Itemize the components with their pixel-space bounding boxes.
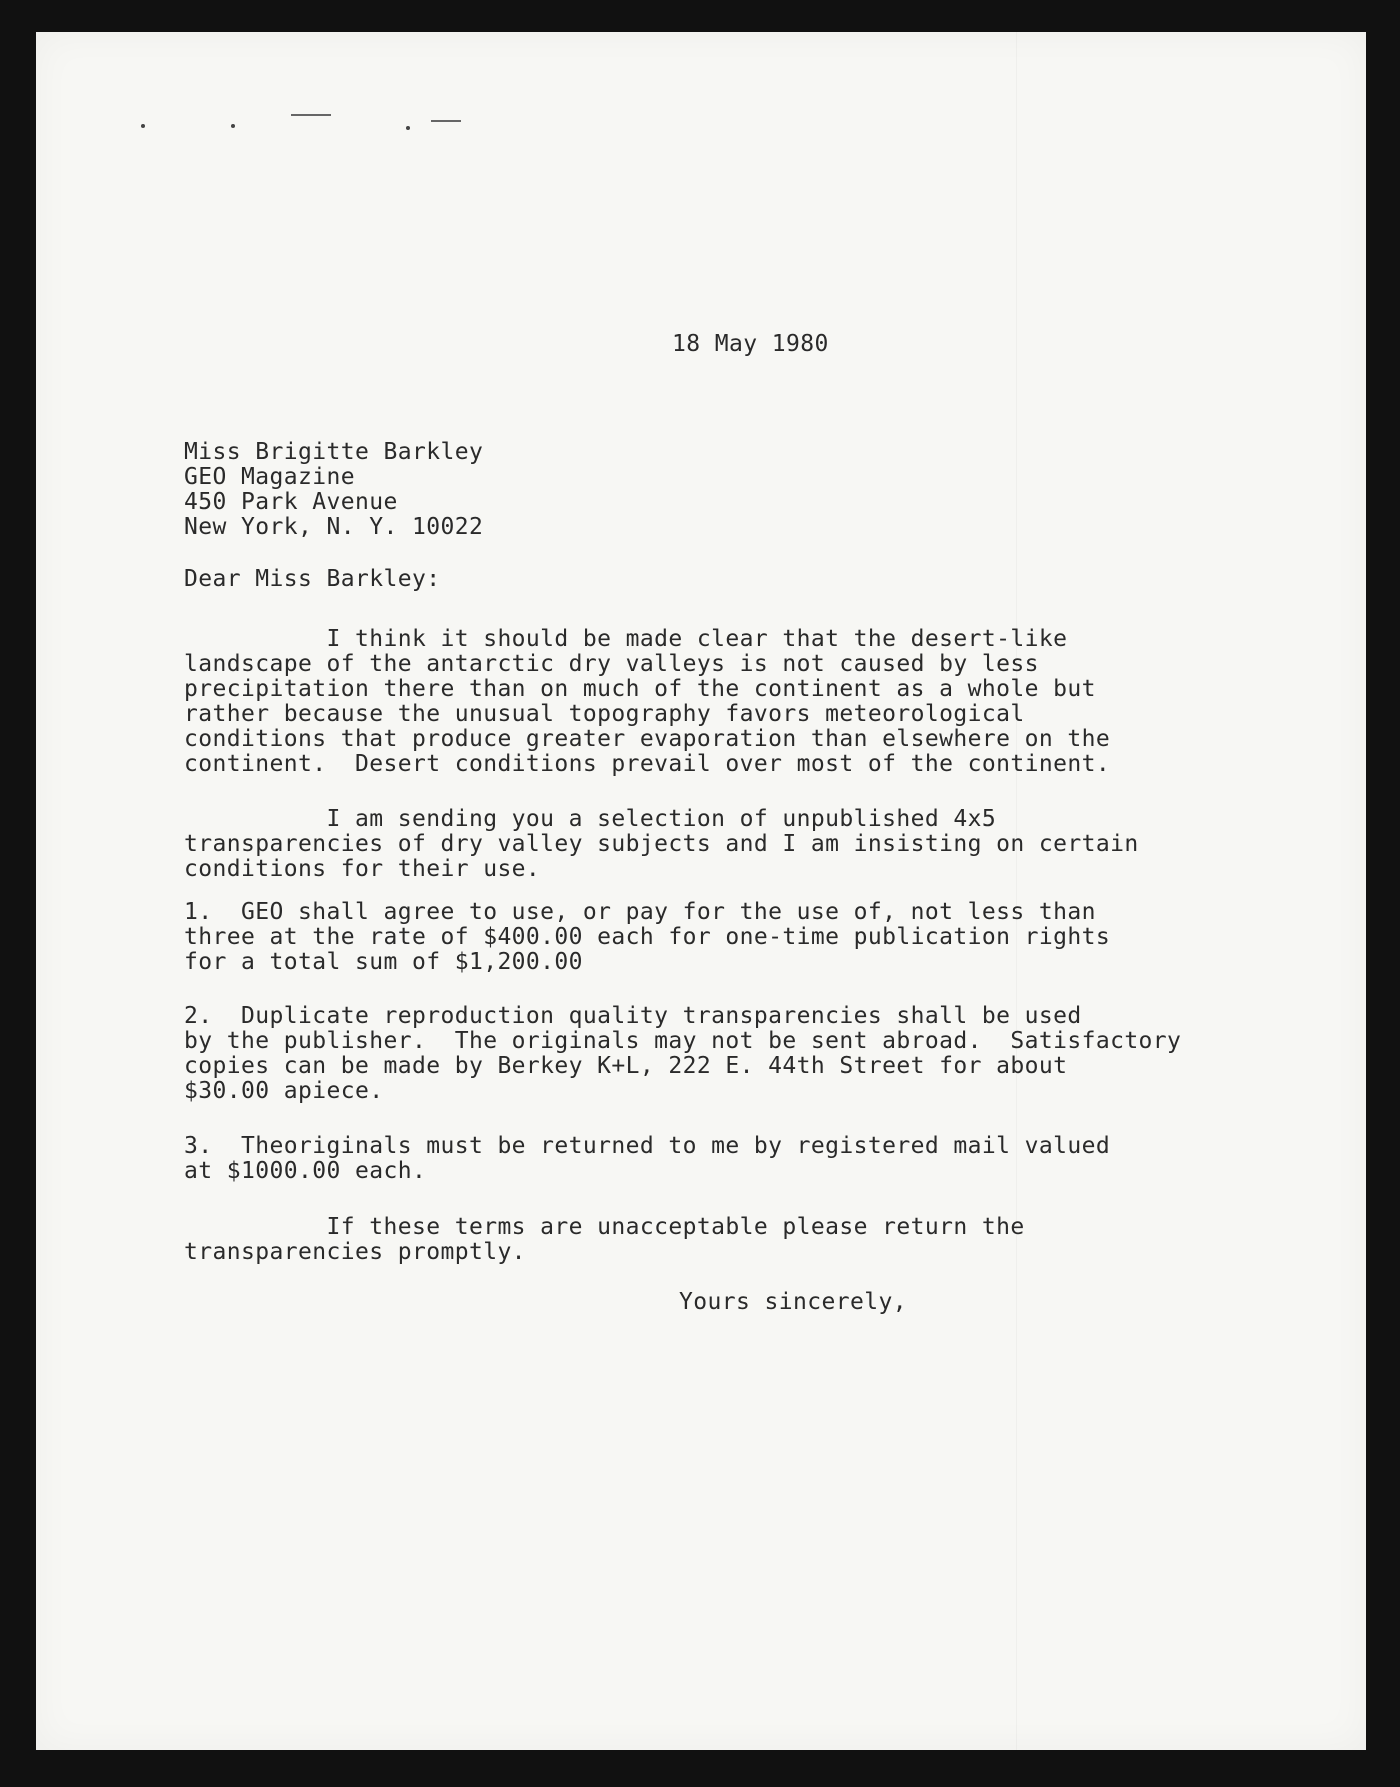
- condition-item-line: three at the rate of $400.00 each for one-time publication rights: [184, 924, 1111, 950]
- letter-page: [36, 32, 1366, 1750]
- paragraph-line: continent. Desert conditions prevail over most of the continent.: [184, 751, 1111, 777]
- condition-item-line: 1. GEO shall agree to use, or pay for the use of, not less than: [184, 899, 1096, 925]
- condition-item-line: 3. Theoriginals must be returned to me by registered mail valued: [184, 1133, 1111, 1159]
- paragraph-line: If these terms are unacceptable please return the: [184, 1214, 1025, 1240]
- letter-date: 18 May 1980: [672, 331, 829, 357]
- paragraph-line: I think it should be made clear that the desert-like: [184, 626, 1068, 652]
- condition-item-line: by the publisher. The originals may not be sent abroad. Satisfactory: [184, 1028, 1182, 1054]
- recipient-street: 450 Park Avenue: [184, 489, 398, 515]
- condition-item-line: 2. Duplicate reproduction quality transparencies shall be used: [184, 1003, 1082, 1029]
- paragraph-line: I am sending you a selection of unpublished 4x5: [184, 806, 997, 832]
- paragraph-line: precipitation there than on much of the continent as a whole but: [184, 676, 1096, 702]
- recipient-organization: GEO Magazine: [184, 464, 355, 490]
- condition-item-line: at $1000.00 each.: [184, 1158, 427, 1184]
- condition-item-line: copies can be made by Berkey K+L, 222 E. 44th Street for about: [184, 1053, 1068, 1079]
- paragraph-line: rather because the unusual topography favors meteorological: [184, 701, 1025, 727]
- paragraph-line: transparencies promptly.: [184, 1239, 526, 1265]
- condition-item-line: for a total sum of $1,200.00: [184, 949, 583, 975]
- paragraph-line: landscape of the antarctic dry valleys is not caused by less: [184, 651, 1039, 677]
- recipient-name: Miss Brigitte Barkley: [184, 439, 484, 465]
- recipient-city: New York, N. Y. 10022: [184, 514, 484, 540]
- letter-body: [36, 32, 1366, 1750]
- paragraph-line: transparencies of dry valley subjects and I am insisting on certain: [184, 831, 1139, 857]
- paragraph-line: conditions for their use.: [184, 856, 541, 882]
- salutation: Dear Miss Barkley:: [184, 566, 441, 592]
- paragraph-line: conditions that produce greater evaporation than elsewhere on the: [184, 726, 1111, 752]
- closing: Yours sincerely,: [679, 1289, 907, 1315]
- condition-item-line: $30.00 apiece.: [184, 1078, 384, 1104]
